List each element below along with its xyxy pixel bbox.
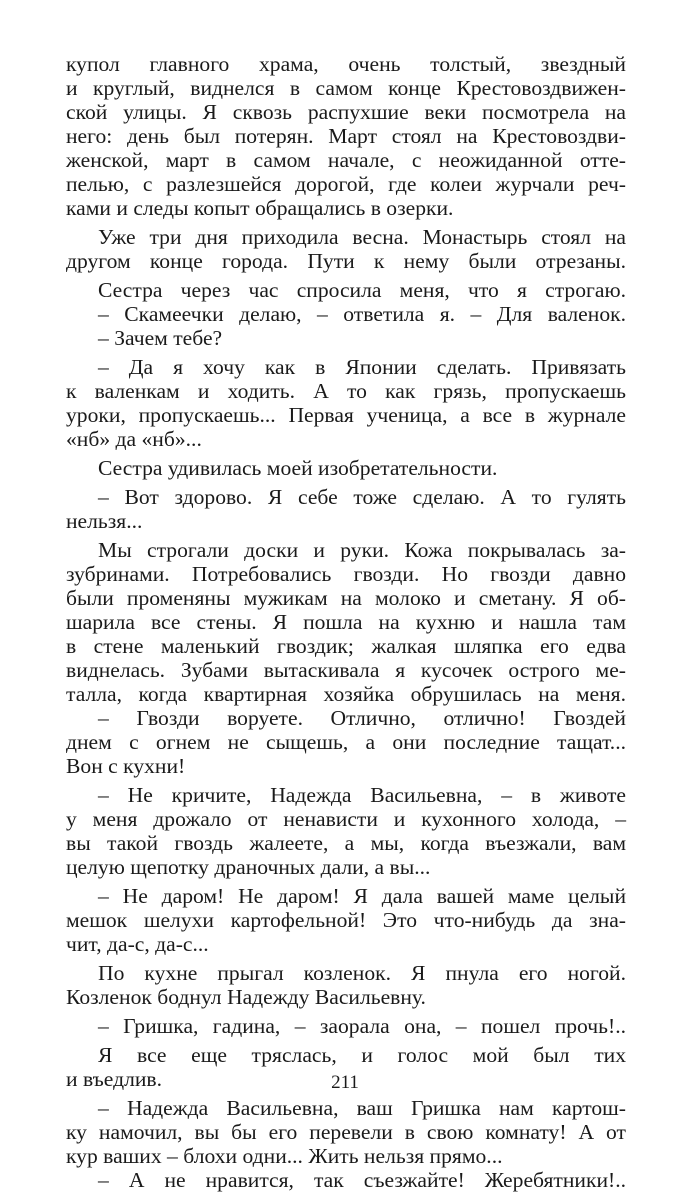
text-line: По кухне прыгал козленок. Я пнула его ногой. bbox=[98, 961, 626, 985]
text-line: – Да я хочу как в Японии сделать. Привязать bbox=[98, 355, 626, 379]
text-line: – Надежда Васильевна, ваш Гришка нам картош- bbox=[98, 1096, 626, 1120]
text-line: и въедлив. bbox=[66, 1067, 162, 1091]
text-line: Сестра удивилась моей изобретательности. bbox=[98, 456, 498, 480]
text-line: целую щепотку драночных дали, а вы... bbox=[66, 855, 431, 879]
text-line: и круглый, виднелся в самом конце Крестовоздвижен- bbox=[66, 76, 626, 100]
text-line: в стене маленький гвоздик; жалкая шляпка его едва bbox=[66, 634, 626, 658]
text-line: талла, когда квартирная хозяйка обрушилась на меня. bbox=[66, 682, 626, 706]
text-line: днем с огнем не сыщешь, а они последние тащат... bbox=[66, 730, 626, 754]
text-line: «нб» да «нб»... bbox=[66, 427, 202, 451]
text-line: – Скамеечки делаю, – ответила я. – Для валенок. bbox=[98, 302, 626, 326]
text-line: – Гришка, гадина, – заорала она, – пошел прочь!.. bbox=[98, 1014, 626, 1038]
text-line: – Гвозди воруете. Отлично, отлично! Гвоздей bbox=[98, 706, 626, 730]
text-line: вы такой гвоздь жалеете, а мы, когда въезжали, вам bbox=[66, 831, 626, 855]
text-line: – Не даром! Не даром! Я дала вашей маме целый bbox=[98, 884, 626, 908]
text-line: купол главного храма, очень толстый, звездный bbox=[66, 52, 626, 76]
text-line: женской, март в самом начале, с неожиданной отте- bbox=[66, 148, 626, 172]
text-line: другом конце города. Пути к нему были отрезаны. bbox=[66, 249, 626, 273]
text-line: Мы строгали доски и руки. Кожа покрывалась за- bbox=[98, 538, 626, 562]
text-line: были променяны мужикам на молоко и сметану. Я об- bbox=[66, 586, 626, 610]
text-line: кур ваших – блохи одни... Жить нельзя прямо... bbox=[66, 1144, 503, 1168]
text-line: Уже три дня приходила весна. Монастырь стоял на bbox=[98, 225, 626, 249]
text-line: нельзя... bbox=[66, 509, 143, 533]
text-line: Козленок боднул Надежду Васильевну. bbox=[66, 985, 426, 1009]
text-line: ской улицы. Я сквозь распухшие веки посмотрела на bbox=[66, 100, 626, 124]
page-text bbox=[66, 52, 626, 1192]
text-line: – Не кричите, Надежда Васильевна, – в животе bbox=[98, 783, 626, 807]
text-line: ками и следы копыт обращались в озерки. bbox=[66, 196, 454, 220]
text-line: Вон с кухни! bbox=[66, 754, 186, 778]
text-line: виднелась. Зубами вытаскивала я кусочек острого ме- bbox=[66, 658, 626, 682]
text-line: у меня дрожало от ненависти и кухонного холода, – bbox=[66, 807, 626, 831]
text-line: зубринами. Потребовались гвозди. Но гвозди давно bbox=[66, 562, 626, 586]
text-line: шарила все стены. Я пошла на кухню и нашла там bbox=[66, 610, 626, 634]
text-line: ку намочил, вы бы его перевели в свою комнату! А от bbox=[66, 1120, 626, 1144]
text-line: Сестра через час спросила меня, что я строгаю. bbox=[98, 278, 626, 302]
text-line: – Зачем тебе? bbox=[98, 326, 223, 350]
text-line: пелью, с разлезшейся дорогой, где колеи журчали реч- bbox=[66, 172, 626, 196]
text-line: него: день был потерян. Март стоял на Крестовоздви- bbox=[66, 124, 626, 148]
text-line: – Вот здорово. Я себе тоже сделаю. А то гулять bbox=[98, 485, 626, 509]
text-line: Я все еще тряслась, и голос мой был тих bbox=[98, 1043, 626, 1067]
page-number: 211 bbox=[331, 1072, 359, 1093]
text-line: к валенкам и ходить. А то как грязь, пропускаешь bbox=[66, 379, 626, 403]
text-line: чит, да-с, да-с... bbox=[66, 932, 209, 956]
text-line: – А не нравится, так съезжайте! Жеребятники!.. bbox=[98, 1168, 626, 1192]
text-line: мешок шелухи картофельной! Это что-нибудь да зна- bbox=[66, 908, 626, 932]
text-line: уроки, пропускаешь... Первая ученица, а все в журнале bbox=[66, 403, 626, 427]
